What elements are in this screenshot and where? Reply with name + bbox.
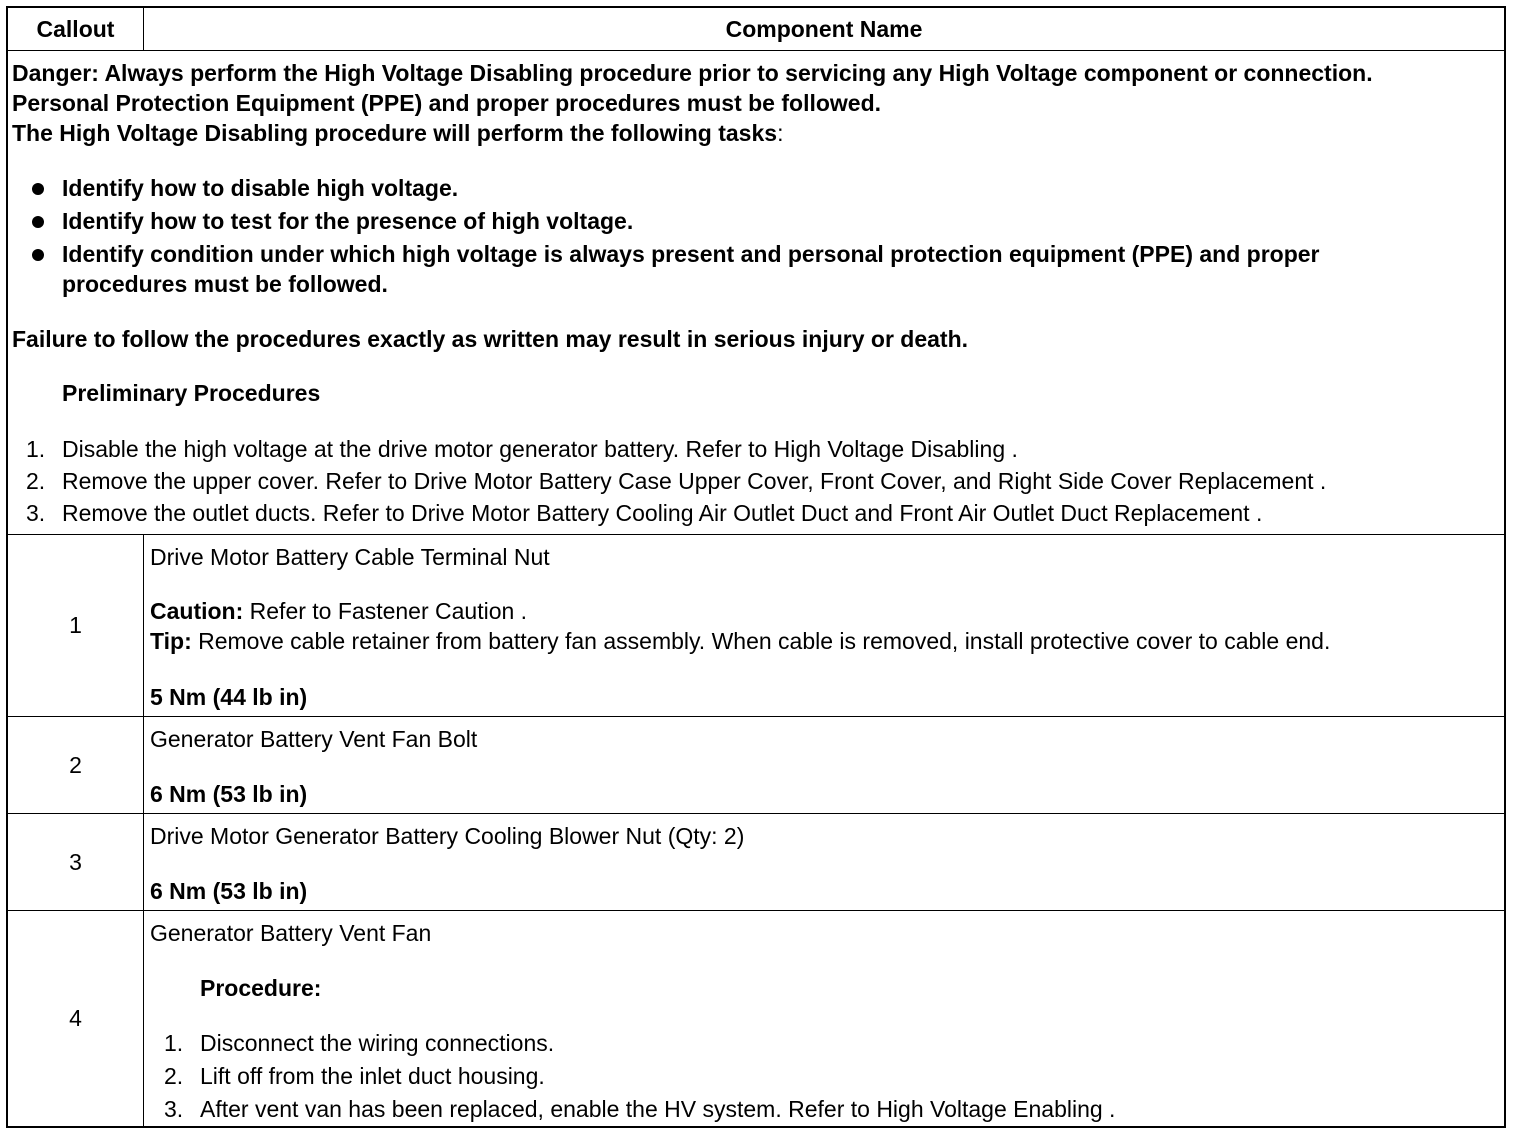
preliminary-step-number: 3. — [26, 500, 46, 526]
component-table — [6, 6, 1506, 1128]
procedure-step-number: 3. — [164, 1096, 184, 1122]
torque-spec: 5 Nm (44 lb in) — [150, 684, 308, 710]
torque-spec: 6 Nm (53 lb in) — [150, 878, 308, 904]
table-row — [8, 534, 1504, 716]
component-name-header: Component Name — [725, 15, 923, 42]
table-header-row — [8, 8, 1504, 50]
danger-notice-row — [8, 50, 1504, 534]
caution-note — [150, 597, 527, 625]
bullet-icon — [32, 249, 44, 261]
danger-bullet-3-continued: procedures must be followed. — [62, 271, 388, 297]
component-name: Generator Battery Vent Fan Bolt — [150, 726, 478, 752]
danger-bullet-1: Identify how to disable high voltage. — [62, 175, 459, 201]
procedure-step-number: 1. — [164, 1030, 184, 1056]
table-row — [8, 716, 1504, 813]
danger-bullet-2: Identify how to test for the presence of high voltage. — [62, 208, 634, 234]
component-cell — [144, 911, 1504, 1126]
procedure-step-3: After vent van has been replaced, enable the HV system. Refer to High Voltage Enabling . — [200, 1096, 1116, 1122]
danger-line-3 — [12, 119, 783, 147]
bullet-icon — [32, 183, 44, 195]
component-name: Drive Motor Generator Battery Cooling Blower Nut (Qty: 2) — [150, 823, 745, 849]
callout-number: 4 — [69, 1005, 82, 1031]
caution-label: Caution: — [150, 598, 244, 624]
component-cell — [144, 717, 1504, 813]
preliminary-step-2: Remove the upper cover. Refer to Drive Motor Battery Case Upper Cover, Front Cover, and Right Side Cover Replacement . — [62, 468, 1327, 494]
preliminary-step-3: Remove the outlet ducts. Refer to Drive Motor Battery Cooling Air Outlet Duct and Front Air Outlet Duct Replacement . — [62, 500, 1263, 526]
procedure-label: Procedure: — [200, 975, 322, 1001]
callout-number: 3 — [69, 848, 82, 875]
tip-text: Remove cable retainer from battery fan assembly. When cable is removed, install protective cover to cable end. — [191, 628, 1331, 654]
bullet-icon — [32, 216, 44, 228]
preliminary-step-number: 1. — [26, 436, 46, 462]
component-name: Drive Motor Battery Cable Terminal Nut — [150, 544, 550, 570]
preliminary-title: Preliminary Procedures — [62, 380, 321, 406]
callout-header: Callout — [36, 15, 115, 42]
callout-number: 2 — [69, 751, 82, 778]
table-row — [8, 910, 1504, 1126]
danger-line-3-colon: : — [777, 120, 784, 146]
table-row — [8, 813, 1504, 910]
procedure-step-1: Disconnect the wiring connections. — [200, 1030, 555, 1056]
component-cell — [144, 535, 1504, 716]
danger-line-3-text: The High Voltage Disabling procedure will perform the following tasks — [12, 120, 778, 146]
preliminary-step-number: 2. — [26, 468, 46, 494]
component-name: Generator Battery Vent Fan — [150, 920, 432, 946]
tip-note — [150, 627, 1330, 655]
danger-bullet-3: Identify condition under which high voltage is always present and personal protection equipment (PPE) and proper — [62, 241, 1320, 267]
tip-label: Tip: — [150, 628, 192, 654]
caution-text: Refer to Fastener Caution . — [243, 598, 528, 624]
danger-line-1: Danger: Always perform the High Voltage Disabling procedure prior to servicing any High Voltage component or connection. — [12, 60, 1373, 86]
danger-line-2: Personal Protection Equipment (PPE) and proper procedures must be followed. — [12, 90, 882, 116]
preliminary-step-1: Disable the high voltage at the drive motor generator battery. Refer to High Voltage Disabling . — [62, 436, 1018, 462]
callout-number: 1 — [69, 612, 82, 638]
torque-spec: 6 Nm (53 lb in) — [150, 781, 308, 807]
component-cell — [144, 814, 1504, 910]
procedure-step-2: Lift off from the inlet duct housing. — [200, 1063, 545, 1089]
procedure-step-number: 2. — [164, 1063, 184, 1089]
danger-failure-warning: Failure to follow the procedures exactly as written may result in serious injury or death. — [12, 326, 969, 352]
